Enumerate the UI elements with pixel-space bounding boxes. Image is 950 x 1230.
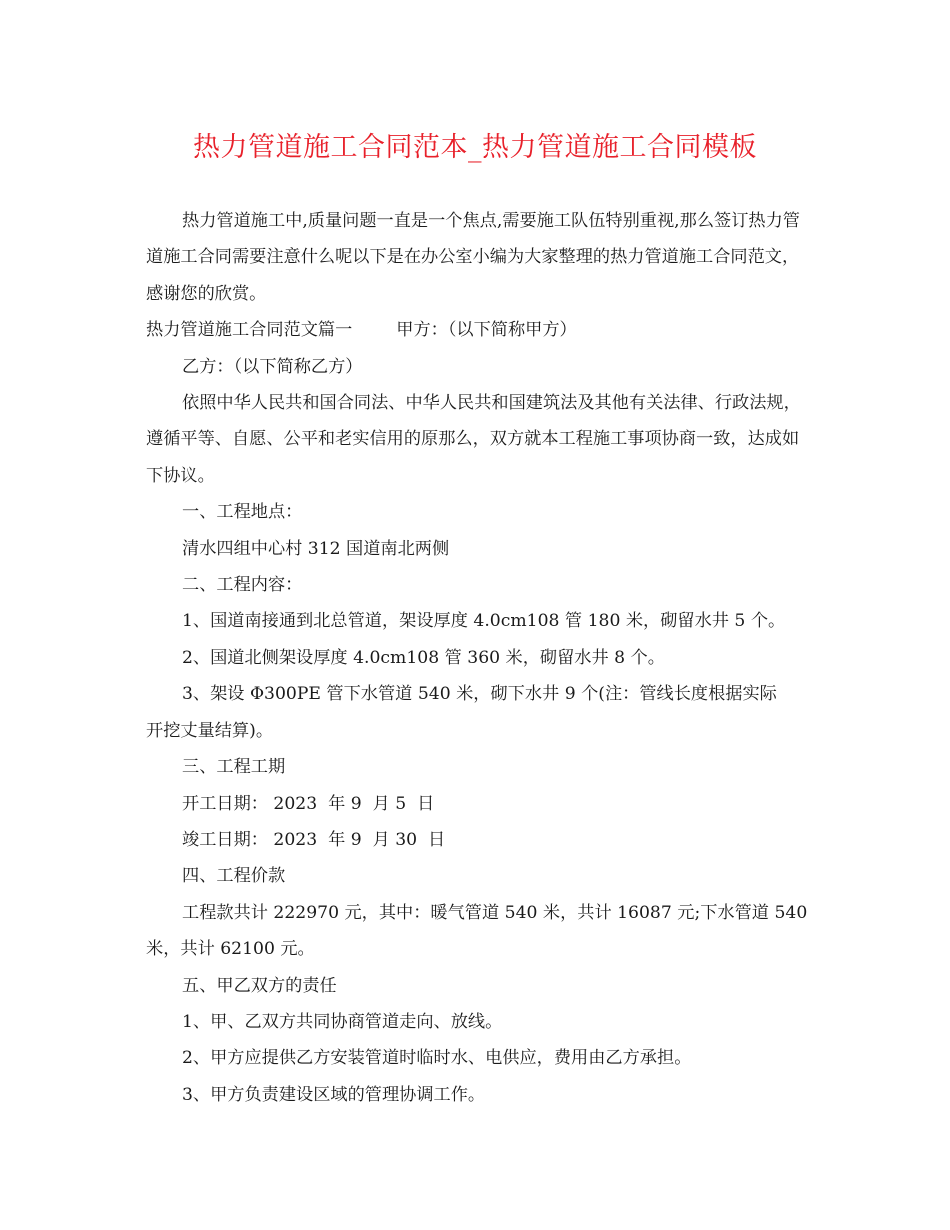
section-2-item-2: 2、国道北侧架设厚度 4.0cm108 管 360 米，砌留水井 8 个。 [182,647,665,668]
section-2-item-1: 1、国道南接通到北总管道，架设厚度 4.0cm108 管 180 米，砌留水井 5 个。 [182,611,786,632]
section-2-title: 二、工程内容： [182,575,303,596]
price-line-1: 工程款共计 222970 元，其中：暖气管道 540 米，共计 16087 元;下水管道 540 [182,902,808,923]
section-5-item-3: 3、甲方负责建设区域的管理协调工作。 [182,1084,486,1105]
intro-paragraph: 热力管道施工中,质量问题一直是一个焦点,需要施工队伍特别重视,那么签订热力管道施工合同需要注意什么呢以下是在办公室小编为大家整理的热力管道施工合同范文，感谢您的欣赏。 [146,211,800,304]
section-1-text: 清水四组中心村 312 国道南北两侧 [182,538,450,559]
price-line-2: 米，共计 62100 元。 [146,939,315,960]
document-body [146,203,810,1113]
section-2-item-3: 3、架设 Φ300PE 管下水管道 540 米，砌下水井 9 个(注：管线长度根据实际 [182,684,777,705]
section-4-title: 四、工程价款 [182,866,286,887]
section-1-title: 一、工程地点： [182,502,303,523]
section-2-item-3-cont: 开挖丈量结算)。 [146,720,274,741]
section-5-title: 五、甲乙双方的责任 [182,975,337,996]
section-3-title: 三、工程工期 [182,757,286,778]
section-5-item-1: 1、甲、乙双方共同协商管道走向、放线。 [182,1011,503,1032]
end-date: 竣工日期： 2023 年 9 月 30 日 [182,829,446,850]
party-b: 乙方：（以下简称乙方） [182,356,363,377]
section-heading: 热力管道施工合同范文篇一 [146,320,353,341]
section-heading-line [146,312,810,348]
document-title: 热力管道施工合同范本_热力管道施工合同模板 [193,132,757,163]
start-date: 开工日期： 2023 年 9 月 5 日 [182,793,435,814]
section-5-item-2: 2、甲方应提供乙方安装管道时临时水、电供应，费用由乙方承担。 [182,1048,692,1069]
party-a: 甲方：（以下简称甲方） [396,320,577,341]
basis-paragraph: 依照中华人民共和国合同法、中华人民共和国建筑法及其他有关法律、行政法规，遵循平等、自愿、公平和老实信用的原那么，双方就本工程施工事项协商一致，达成如下协议。 [146,393,801,486]
